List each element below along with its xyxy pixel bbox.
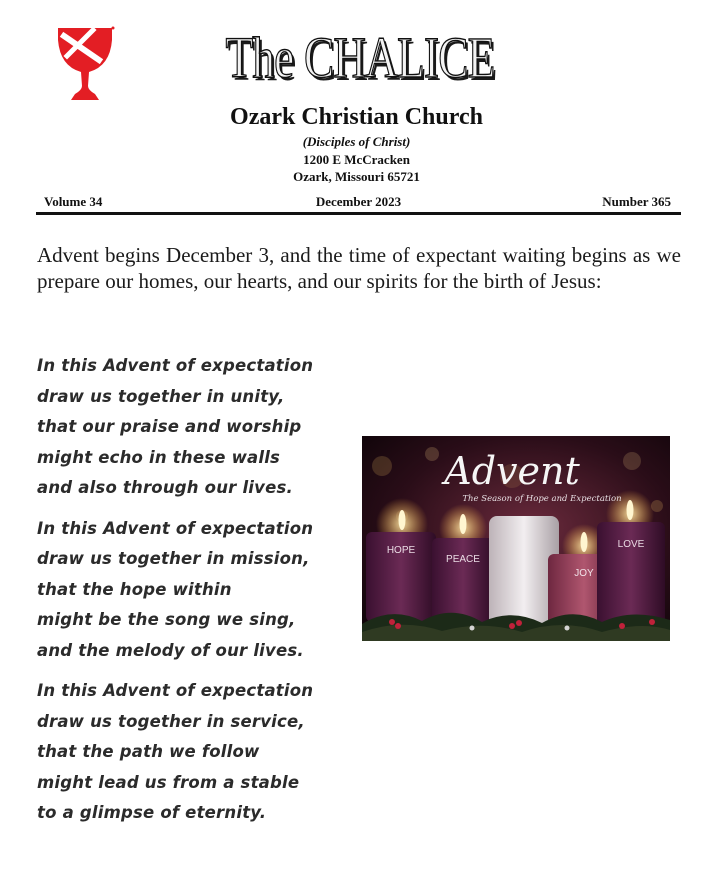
prayer-stanza [37,676,357,829]
intro-paragraph: Advent begins December 3, and the time of expectant waiting begins as we prepare our homes, our hearts, and our spirits for the birth of Jesus: [37,243,681,293]
advent-candles-image [362,436,670,641]
header-divider [36,212,681,215]
issue-number: Number 365 [602,194,671,209]
prayer-line: to a glimpse of eternity. [37,803,267,822]
issue-date: December 2023 [315,194,402,209]
candle-label-joy: JOY [574,568,594,579]
candle-label-love: LOVE [617,539,645,550]
prayer-line: draw us together in service, [37,711,305,731]
prayer-line: In this Advent of expectation [37,356,314,375]
advent-prayer [37,351,357,839]
advent-image-subtitle: The Season of Hope and Expectation [462,494,622,504]
denomination: (Disciples of Christ) [302,134,411,149]
issue-info-bar [36,194,681,211]
prayer-line: might lead us from a stable [37,772,300,792]
prayer-line: In this Advent of expectation [37,518,314,538]
prayer-line: might echo in these walls [37,447,281,467]
prayer-line: that the hope within [37,579,232,599]
church-name: Ozark Christian Church [230,104,483,130]
prayer-line: that the path we follow [37,742,260,761]
advent-image-title: Advent [444,449,580,493]
candle-label-peace: PEACE [446,554,480,565]
candle-label-hope: HOPE [386,545,416,556]
chalice-logo-icon [55,26,115,104]
newsletter-title: The CHALICE [225,25,495,90]
prayer-stanza [37,514,357,667]
prayer-line: draw us together in mission, [37,549,310,568]
prayer-line: and also through our lives. [37,478,293,497]
city-address: Ozark, Missouri 65721 [293,169,420,184]
street-address: 1200 E McCracken [303,152,410,167]
prayer-stanza [37,351,357,504]
prayer-line: In this Advent of expectation [37,681,314,700]
prayer-line: and the melody of our lives. [37,640,304,660]
prayer-line: might be the song we sing, [37,610,296,629]
prayer-line: draw us together in unity, [37,386,285,406]
volume-label: Volume 34 [44,194,103,209]
prayer-line: that our praise and worship [37,417,302,436]
